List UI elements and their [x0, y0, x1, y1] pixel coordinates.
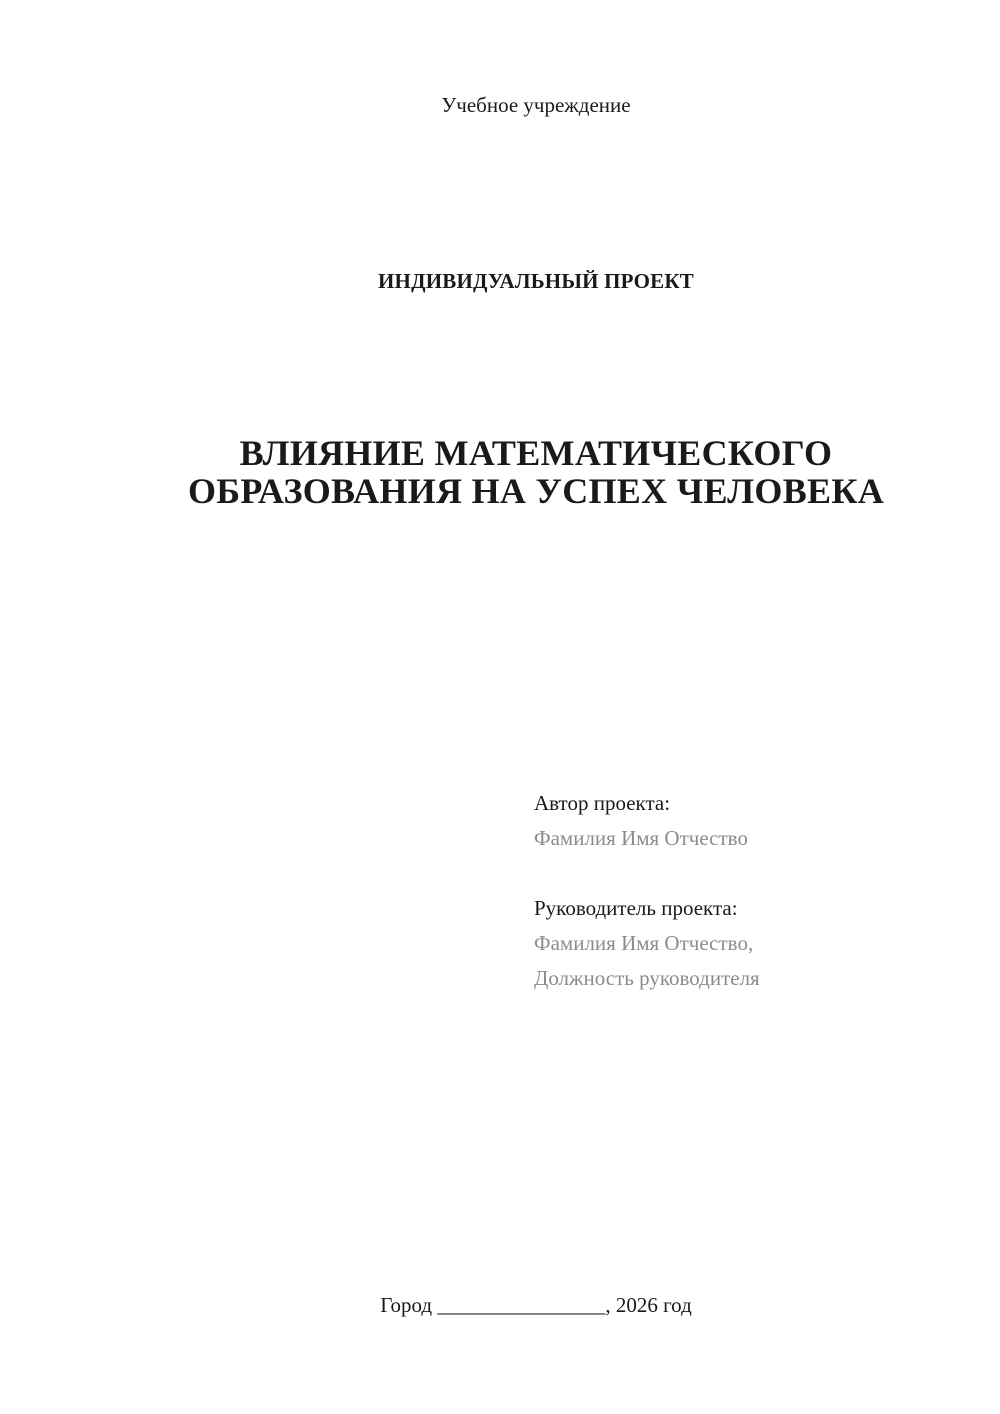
city-year-line: Город ________________, 2026 год — [380, 1293, 692, 1317]
supervisor-position: Должность руководителя — [534, 966, 760, 990]
author-name: Фамилия Имя Отчество — [534, 826, 748, 850]
credits-block — [534, 786, 974, 996]
institution-name: Учебное учреждение — [441, 93, 631, 117]
author-label: Автор проекта: — [534, 791, 671, 815]
project-title-line-2: ОБРАЗОВАНИЯ НА УСПЕХ ЧЕЛОВЕКА — [187, 471, 885, 511]
project-title — [0, 434, 1000, 510]
credits-spacer — [534, 856, 974, 891]
supervisor-name: Фамилия Имя Отчество, — [534, 931, 754, 955]
project-title-line-1: ВЛИЯНИЕ МАТЕМАТИЧЕСКОГО — [239, 433, 833, 473]
document-type: ИНДИВИДУАЛЬНЫЙ ПРОЕКТ — [378, 269, 694, 293]
supervisor-label: Руководитель проекта: — [534, 896, 738, 920]
